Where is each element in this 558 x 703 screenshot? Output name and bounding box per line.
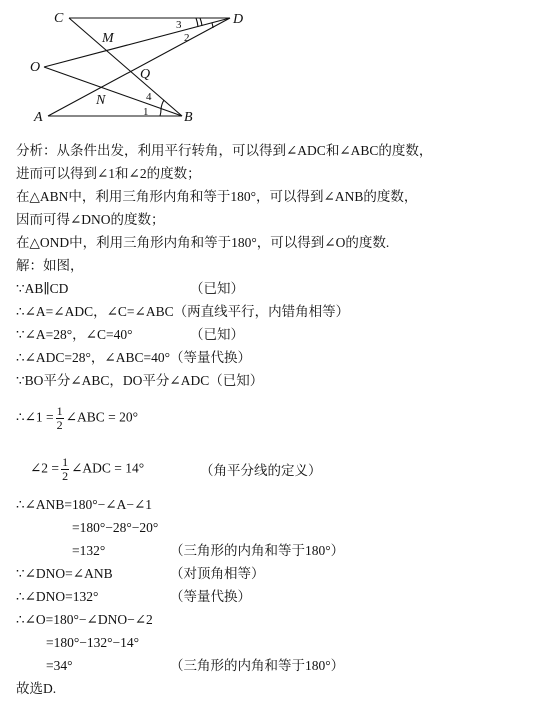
label-a: A	[34, 110, 43, 125]
analysis-line-4: 因而可得∠DNO的度数；	[16, 212, 165, 227]
step-given-angles: ∵∠A=28°，∠C=40°	[16, 327, 133, 342]
label-q: Q	[140, 67, 151, 82]
analysis-line-3: 在△ABN中，利用三角形内角和等于180°，可以得到∠ANB的度数，	[16, 189, 418, 204]
step-anb-calc: =180°−28°−20°	[72, 520, 159, 535]
analysis-line-1: 分析：从条件出发，利用平行转角，可以得到∠ADC和∠ABC的度数，	[16, 143, 433, 158]
angle-arc-3b	[196, 18, 198, 27]
step-angle-o: ∴∠O=180°−∠DNO−∠2	[16, 612, 153, 627]
label-c: C	[54, 11, 64, 26]
analysis-line-5: 在△OND中，利用三角形内角和等于180°，可以得到∠O的度数.	[16, 235, 390, 250]
angle-label-3: 3	[176, 19, 182, 31]
angle-label-4: 4	[146, 91, 152, 103]
angle-2-lhs: ∠2 =	[30, 460, 60, 476]
step-substitution-1: ∴∠ADC=28°，∠ABC=40°（等量代换）	[16, 350, 251, 365]
step-angle-1	[16, 405, 138, 432]
step-vertical-angles: ∵∠DNO=∠ANB	[16, 566, 113, 581]
angle-2-rhs: ∠ADC = 14°	[71, 460, 145, 476]
reason-substitution-2: （等量代换）	[170, 589, 251, 604]
reason-triangle-sum-2: （三角形的内角和等于180°）	[170, 658, 345, 673]
final-answer: 故选D.	[16, 681, 57, 696]
analysis-line-2: 进而可以得到∠1和∠2的度数；	[16, 166, 201, 181]
step-bisectors: ∵BO平分∠ABC，DO平分∠ADC（已知）	[16, 373, 264, 388]
fraction-half-2: $\frac{1}{2}$	[62, 455, 69, 483]
step-anb-result: =132°	[72, 543, 106, 558]
angle-1-lhs: ∴∠1 =	[16, 409, 54, 425]
step-ab-parallel-cd: ∵AB∥CD	[16, 281, 69, 296]
angle-label-2: 2	[184, 32, 190, 44]
angle-1-rhs: ∠ABC = 20°	[65, 409, 138, 425]
geometry-figure	[0, 0, 260, 125]
angle-arc-3	[200, 18, 202, 26]
solution-intro: 解：如图，	[16, 258, 84, 273]
step-angle-o-calc: =180°−132°−14°	[46, 635, 140, 650]
label-m: M	[102, 31, 114, 46]
reason-vertical-angles: （对顶角相等）	[170, 566, 265, 581]
fraction-half: $\frac{1}{2}$	[56, 404, 63, 432]
reason-triangle-sum-1: （三角形的内角和等于180°）	[170, 543, 345, 558]
segment-cb	[69, 18, 182, 116]
angle-arc-4	[161, 100, 164, 109]
step-dno: ∴∠DNO=132°	[16, 589, 99, 604]
step-anb: ∴∠ANB=180°−∠A−∠1	[16, 497, 153, 512]
reason-known-2: （已知）	[190, 327, 244, 342]
step-angle-2	[30, 456, 144, 483]
angle-label-1: 1	[143, 106, 149, 118]
step-angle-o-result: =34°	[46, 658, 73, 673]
step-alternate-angles: ∴∠A=∠ADC，∠C=∠ABC（两直线平行，内错角相等）	[16, 304, 350, 319]
label-n: N	[96, 93, 106, 108]
label-b: B	[184, 110, 193, 125]
reason-known-1: （已知）	[190, 281, 244, 296]
reason-bisector-def: （角平分线的定义）	[200, 463, 322, 478]
label-d: D	[233, 12, 244, 27]
label-o: O	[30, 60, 41, 75]
angle-arc-1	[160, 109, 161, 116]
